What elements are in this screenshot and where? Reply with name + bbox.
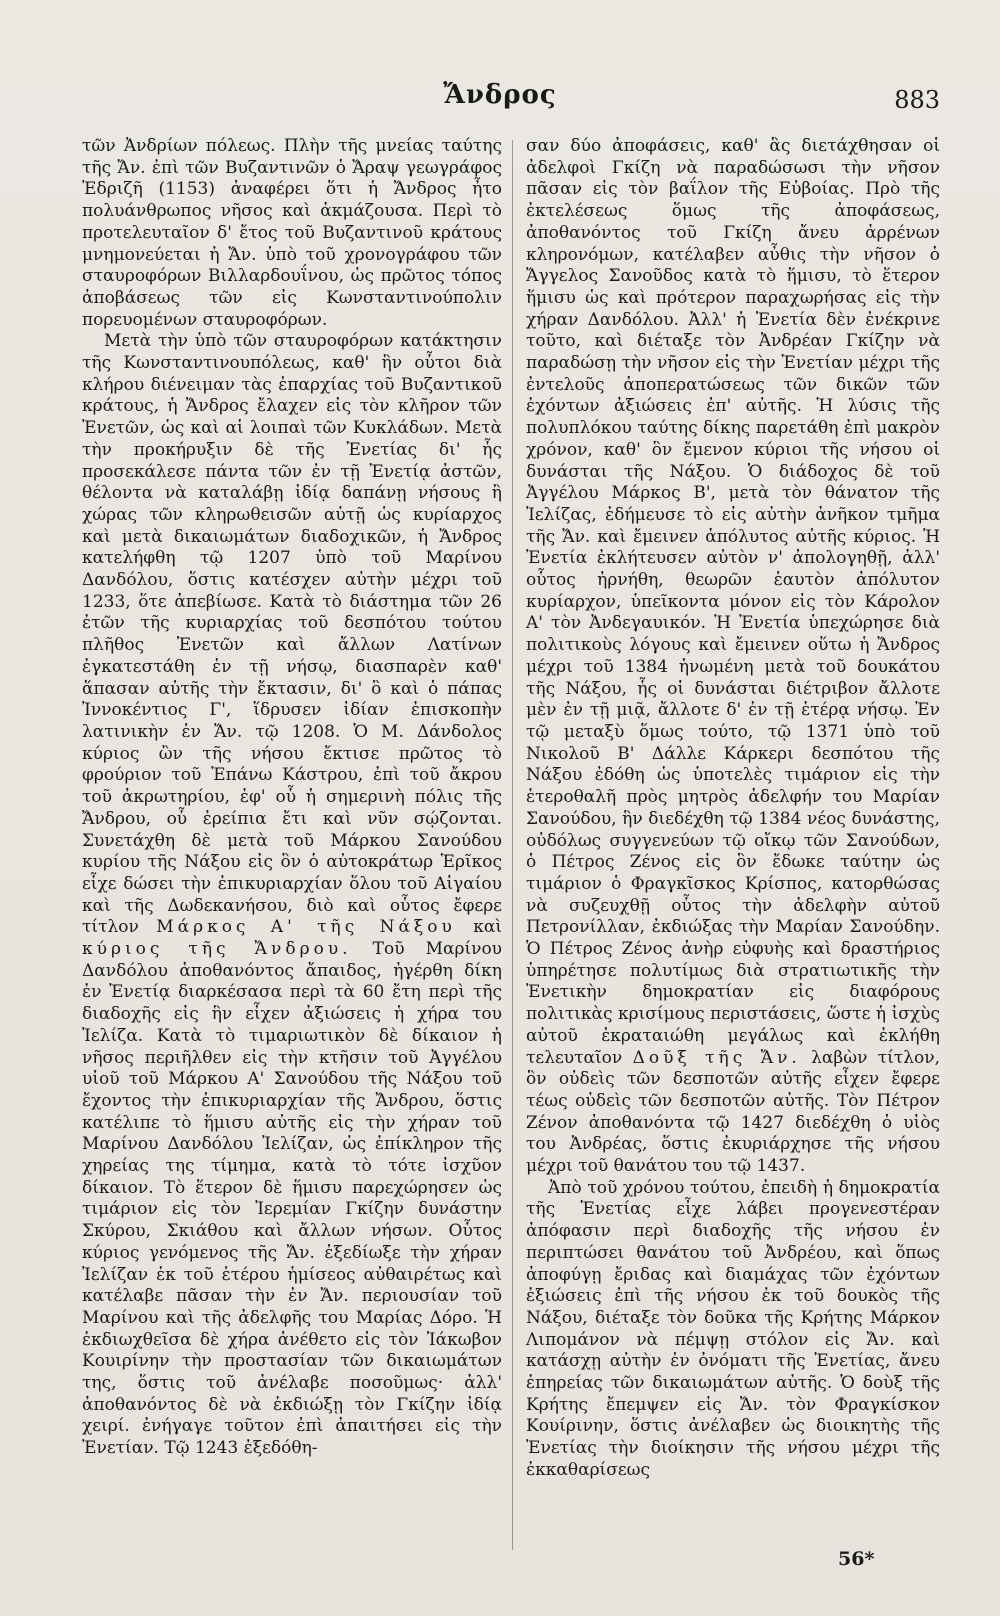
spaced-title: κύριος τῆς Ἄνδρου. xyxy=(82,939,352,960)
spaced-title: Δοῦξ τῆς Ἄν. xyxy=(632,1047,801,1068)
sheet-signature: 56* xyxy=(838,1548,875,1570)
paragraph-text: λαβὼν τίτλον, ὃν οὐδεὶς τῶν δεσποτῶν αὐτῆς εἶχεν ἔφερε τέως οὐδεὶς τῶν δεσποτῶν αὐτῆς. Τὸν Πέτρον Ζένον ἀποθανόντα τῷ 1427 διεδέχθη ὁ υἱὸς του Ἀνδρέας, ὅστις ἐκυριάρχησε τῆς νήσου μέχρι τοῦ θανάτου του τῷ 1437. xyxy=(526,1047,940,1177)
paragraph: Ἀπὸ τοῦ χρόνου τούτου, ἐπειδὴ ἡ δημοκρατία τῆς Ἐνετίας εἶχε λάβει προγενεστέραν ἀπόφασιν περὶ διαδοχῆς τῆς νήσου ἐν περιπτώσει θανάτου τοῦ Ἀνδρέου, καὶ ὅπως ἀποφύγῃ ἔριδας καὶ διαμάχας τῶν ἐχόντων ἐξιώσεις ἐπὶ τῆς νήσου ἐκ τοῦ δουκὸς τῆς Νάξου, διέταξε τὸν δοῦκα τῆς Κρήτης Μάρκον Λιπομάνον νὰ πέμψῃ στόλον εἰς Ἄν. καὶ κατάσχῃ αὐτὴν ἐν ὀνόματι τῆς Ἐνετίας, ἄνευ ἐπηρείας τῶν δικαιωμάτων αὐτῆς. Ὁ δοὺξ τῆς Κρήτης ἔπεμψεν εἰς Ἄν. τὸν Φραγκίσκον Κουίρινην, ὅστις ἀνέλαβεν ὡς διοικητὴς τῆς Ἐνετίας τὴν διοίκησιν τῆς νήσου μέχρι τῆς ἐκκαθαρίσεως xyxy=(526,1177,940,1480)
running-header-title: Ἄνδρος xyxy=(443,80,557,110)
paragraph-text: Μετὰ τὴν ὑπὸ τῶν σταυροφόρων κατάκτησιν τῆς Κωνσταντινουπόλεως, καθ' ἣν οὗτοι διὰ κλήρου διένειμαν τὰς ἐπαρχίας τοῦ Βυζαντικοῦ κράτους, ἡ Ἄνδρος ἔλαχεν εἰς τὸν κλῆρον τῶν Ἐνετῶν, ὡς καὶ αἱ λοιπαὶ τῶν Κυκλάδων. Μετὰ τὴν προκήρυξιν δὲ τῆς Ἐνετίας δι' ἧς προσεκάλεσε πάντα τῶν ἐν τῇ Ἐνετίᾳ ἀστῶν, θέλοντα νὰ καταλάβῃ ἰδίᾳ δαπάνῃ νήσους ἢ χώρας τῶν κληρωθεισῶν αὐτῇ ὡς κυρίαρχος καὶ μετὰ δικαιωμάτων διαδοχικῶν, ἡ Ἄνδρος κατελήφθη τῷ 1207 ὑπὸ τοῦ Μαρίνου Δανδόλου, ὅστις κατέσχεν αὐτὴν μέχρι τοῦ 1233, ὅτε ἀπεβίωσε. Κατὰ τὸ διάστημα τῶν 26 ἐτῶν τῆς κυριαρχίας τοῦ δεσπότου τούτου πλῆθος Ἐνετῶν καὶ ἄλλων Λατίνων ἐγκατεστάθη ἐν τῇ νήσῳ, διασπαρὲν καθ' ἅπασαν αὐτῆς τὴν ἔκτασιν, δι' ὃ καὶ ὁ πάπας Ἰννοκέντιος Γ', ἵδρυσεν ἰδίαν ἐπισκοπὴν λατινικὴν ἐν Ἄν. τῷ 1208. Ὁ Μ. Δάνδολος κύριος ὢν τῆς νήσου ἔκτισε πρῶτος τὸ φρούριον τοῦ Ἐπάνω Κάστρου, ἐπὶ τοῦ ἄκρου τοῦ ἀκρωτηρίου, ἐφ' οὗ ἡ σημερινὴ πόλις τῆς Ἄνδρου, οὗ ἐρείπια ἔτι καὶ νῦν σῴζονται. Συνετάχθη δὲ μετὰ τοῦ Μάρκου Σανούδου κυρίου τῆς Νάξου εἰς ὃν ὁ αὐτοκράτωρ Ἑρῖκος εἶχε δώσει τὴν ἐπικυριαρχίαν ὅλου τοῦ Αἰγαίου καὶ τῆς Δωδεκανήσου, διὸ καὶ οὗτος ἔφερε τίτλον xyxy=(82,331,502,938)
paragraph xyxy=(82,331,502,1460)
page-number: 883 xyxy=(894,86,940,114)
column-divider xyxy=(512,140,513,1550)
left-column xyxy=(82,136,502,1460)
paragraph-text: Τοῦ Μαρίνου Δανδόλου ἀποθανόντος ἄπαιδος, ἠγέρθη δίκη ἐν Ἐνετίᾳ διαρκέσασα περὶ τὰ 60 ἔτη περὶ τῆς διαδοχῆς εἰς ἣν εἶχεν ἀξιώσεις ἡ χήρα του Ἰελίζα. Κατὰ τὸ τιμαριωτικὸν δὲ δίκαιον ἡ νῆσος περιῆλθεν εἰς τὴν κτῆσιν τοῦ Ἀγγέλου υἱοῦ τοῦ Μάρκου Α' Σανούδου τῆς Νάξου τοῦ ἔχοντος τὴν ἐπικυριαρχίαν τῆς Ἄνδρου, ὅστις κατέλιπε τὸ ἥμισυ αὐτῆς εἰς τὴν χήραν τοῦ Μαρίνου Δανδόλου Ἰελίζαν, ὡς ἐπίκληρον τῆς χηρείας της τίμημα, κατὰ τὸ τότε ἰσχῦον δίκαιον. Τὸ ἕτερον δὲ ἥμισυ παρεχώρησεν ὡς τιμάριον εἰς τὸν Ἰερεμίαν Γκίζην δυνάστην Σκύρου, Σκιάθου καὶ ἄλλων νήσων. Οὗτος κύριος γενόμενος τῆς Ἄν. ἐξεδίωξε τὴν χήραν Ἰελίζαν ἐκ τοῦ ἑτέρου ἡμίσεος αὐθαιρέτως καὶ κατέλαβε πᾶσαν τὴν ἐν Ἄν. περιουσίαν τοῦ Μαρίνου καὶ τῆς ἀδελφῆς του Μαρίας Δόρο. Ἡ ἐκδιωχθεῖσα δὲ χήρα ἀνέθετο εἰς τὸν Ἰάκωβον Κουιρίνην τὴν προστασίαν τῶν δικαιωμάτων της, ὅστις τοῦ ἀνέλαβε ποσοῦμως· ἀλλ' ἀποθανόντος δὲ νὰ ἐκδιώξῃ τὸν Γκίζην ἰδίᾳ χειρί. ἐνήγαγε τοῦτον ἐπὶ ἀπαιτήσει εἰς τὴν Ἐνετίαν. Τῷ 1243 ἐξεδόθη- xyxy=(82,939,503,1459)
paragraph: τῶν Ἀνδρίων πόλεως. Πλὴν τῆς μνείας ταύτης τῆς Ἄν. ἐπὶ τῶν Βυζαντινῶν ὁ Ἄραψ γεωγράφος Ἐδριζῆ (1153) ἀναφέρει ὅτι ἡ Ἄνδρος ἦτο πολυάνθρωπος νῆσος καὶ ἀκμάζουσα. Περὶ τὸ προτελευταῖον δ' ἔτος τοῦ Βυζαντινοῦ κράτους μνημονεύεται ἡ Ἄν. ὑπὸ τοῦ χρονογράφου τῶν σταυροφόρων Βιλλαρδουΐνου, ὡς πρῶτος τόπος ἀποβάσεως τῶν εἰς Κωνσταντινούπολιν πορευομένων σταυροφόρων. xyxy=(82,136,502,330)
paragraph xyxy=(526,136,940,1178)
spaced-title: Μάρκος Α' τῆς Νάξου xyxy=(156,917,456,938)
conjunction-text: καὶ xyxy=(473,917,502,938)
paragraph-text: σαν δύο ἀποφάσεις, καθ' ἃς διετάχθησαν οἱ ἀδελφοὶ Γκίζη νὰ παραδώσωσι τὴν νῆσον πᾶσαν εἰς τὸν βαΐλον τῆς Εὐβοίας. Πρὸ τῆς ἐκτελέσεως ὅμως τῆς ἀποφάσεως, ἀποθανόντος τοῦ Γκίζη ἄνευ ἀρρένων κληρονόμων, κατέλαβεν αὖθις τὴν νῆσον ὁ Ἄγγελος Σανοῦδος κατὰ τὸ ἥμισυ, τὸ ἕτερον ἥμισυ ὡς καὶ πρότερον παραχωρήσας εἰς τὴν χήραν Δανδόλου. Ἀλλ' ἡ Ἐνετία δὲν ἐνέκρινε τοῦτο, καὶ διέταξε τὸν Ἀνδρέαν Γκίζην νὰ παραδώσῃ τὴν νῆσον εἰς τὴν Ἐνετίαν μέχρι τῆς ἐντελοῦς ἀποπερατώσεως τῶν δικῶν τῶν ἐχόντων ἀξιώσεις ἐπ' αὐτῆς. Ἡ λύσις τῆς πολυπλόκου ταύτης δίκης παρετάθη ἐπὶ μακρὸν χρόνον, καθ' ὃν ἔμενον κύριοι τῆς νήσου οἱ δυνάσται τῆς Νάξου. Ὁ διάδοχος δὲ τοῦ Ἀγγέλου Μάρκος Β', μετὰ τὸν θάνατον τῆς Ἰελίζας, ἐδήμευσε τὸ εἰς αὐτὴν ἀνῆκον τμῆμα τῆς Ἄν. καὶ ἔμεινεν ἀπόλυτος αὐτῆς κύριος. Ἡ Ἐνετία ἐκλήτευσεν αὐτὸν ν' ἀπολογηθῇ, ἀλλ' οὗτος ἠρνήθη, θεωρῶν ἑαυτὸν ἀπόλυτον κυρίαρχον, ὑπεῖκοντα μόνον εἰς τὸν Κάρολον Α' τὸν Ἀνδεγαυικόν. Ἡ Ἐνετία ὑπεχώρησε διὰ πολιτικοὺς λόγους καὶ ἔμεινεν οὕτω ἡ Ἄνδρος μέχρι τοῦ 1384 ἡνωμένη μετὰ τοῦ δουκάτου τῆς Νάξου, ἧς οἱ δυνάσται διέτριβον ἄλλοτε μὲν ἐν τῇ μιᾷ, ἄλλοτε δ' ἐν τῇ ἑτέρᾳ νήσῳ. Ἐν τῷ μεταξὺ ὅμως τούτο, τῷ 1371 ὑπὸ τοῦ Νικολοῦ Β' Δάλλε Κάρκερι δεσπότου τῆς Νάξου ἐδόθη ὡς ὑποτελὲς τιμάριον εἰς τὴν ἑτεροθαλῆ πρὸς μητρὸς ἀδελφήν του Μαρίαν Σανούδου, ἣν διεδέχθη τῷ 1384 νέος δυνάστης, οὐδόλως συγγενεύων τῷ οἴκῳ τῶν Σανούδων, ὁ Πέτρος Ζένος εἰς ὃν ἔδωκε ταύτην ὡς τιμάριον ὁ Φραγκῖσκος Κρίσπος, κατορθώσας νὰ συζευχθῇ οὗτος τὴν ἀδελφὴν αὐτοῦ Πετρονίλλαν, ἐκδιώξας τὴν Μαρίαν Σανούδην. Ὁ Πέτρος Ζένος ἀνὴρ εὐφυὴς καὶ δραστήριος ὑπηρέτησε πολυτίμως διὰ στρατιωτικῆς τὴν Ἐνετικὴν δημοκρατίαν εἰς διαφόρους πολιτικὰς κρισίμους περιστάσεις, ὥστε ἡ ἰσχὺς αὐτοῦ ἐκραταιώθη μεγάλως καὶ ἐκλήθη τελευταῖον xyxy=(526,136,940,1068)
right-column xyxy=(526,136,940,1482)
